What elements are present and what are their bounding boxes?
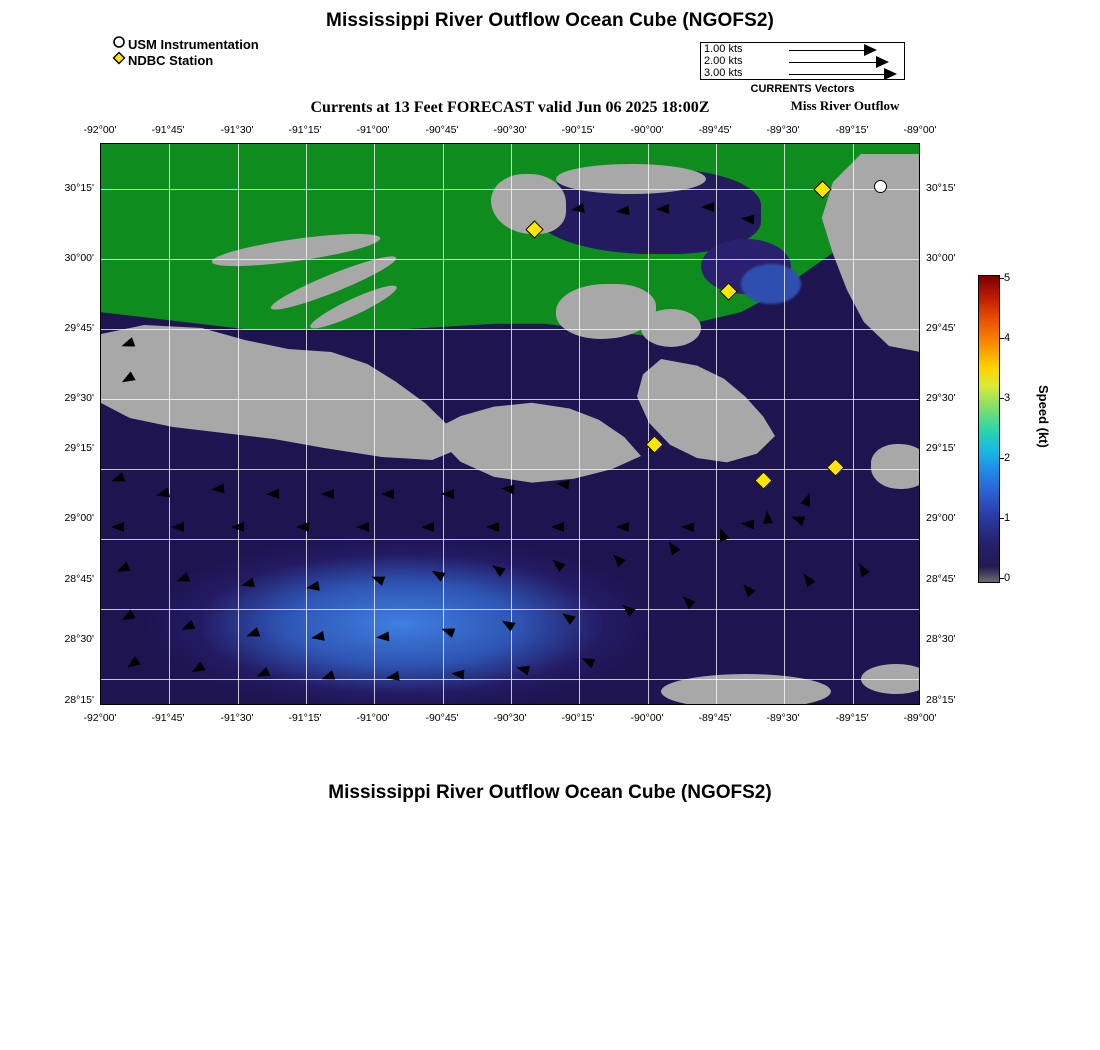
gridline-h-5 [101, 469, 919, 470]
current-arrow [555, 478, 569, 490]
legend-item-ndbc [110, 53, 259, 68]
colorbar-tick: 1 [1004, 512, 1011, 524]
ndbc-diamond-icon [110, 51, 128, 70]
axis-tick-bottom: -89°00' [903, 712, 937, 724]
axis-tick-top: -92°00' [83, 124, 117, 136]
axis-tick-bottom: -90°30' [493, 712, 527, 724]
page-title: Mississippi River Outflow Ocean Cube (NGOFS2) [326, 10, 774, 31]
land-southeast-point [871, 444, 920, 489]
current-arrow [501, 483, 515, 494]
gridline-v-3 [306, 144, 307, 704]
gridline-v-1 [169, 144, 170, 704]
axis-tick-top: -89°00' [903, 124, 937, 136]
axis-tick-bottom: -90°15' [561, 712, 595, 724]
current-arrow [376, 631, 390, 642]
axis-tick-right: 28°30' [926, 633, 956, 645]
axis-tick-top: -89°45' [698, 124, 732, 136]
axis-tick-top: -91°45' [151, 124, 185, 136]
gridline-h-8 [101, 679, 919, 680]
map-canvas[interactable] [100, 143, 920, 705]
gridline-h-3 [101, 329, 919, 330]
axis-tick-bottom: -91°15' [288, 712, 322, 724]
axis-tick-bottom: -91°45' [151, 712, 185, 724]
legend-item-ndbc-label: NDBC Station [128, 53, 214, 68]
colorbar-tick: 0 [1004, 572, 1011, 584]
vector-key-arrow-1 [864, 44, 877, 56]
colorbar-gradient [978, 275, 1000, 583]
current-arrow [321, 489, 334, 499]
current-arrow [266, 489, 279, 499]
axis-tick-right: 30°15' [926, 182, 956, 194]
gridline-h-4 [101, 399, 919, 400]
axis-tick-right: 28°45' [926, 573, 956, 585]
axis-tick-right: 30°00' [926, 252, 956, 264]
axis-tick-bottom: -89°30' [766, 712, 800, 724]
current-arrow [616, 522, 629, 532]
axis-tick-right: 28°15' [926, 694, 956, 706]
axis-tick-left: 28°30' [64, 633, 94, 645]
bottom-title: Mississippi River Outflow Ocean Cube (NGOFS2) [328, 782, 772, 803]
gridline-h-1 [101, 189, 919, 190]
legend-item-usm-label: USM Instrumentation [128, 37, 259, 52]
axis-tick-top: -89°30' [766, 124, 800, 136]
current-arrow [616, 205, 630, 216]
axis-tick-right: 29°30' [926, 392, 956, 404]
vector-key-line-2 [789, 62, 876, 63]
gridline-v-7 [579, 144, 580, 704]
current-arrow [381, 489, 394, 499]
current-arrow [296, 522, 309, 532]
axis-tick-bottom: -92°00' [83, 712, 117, 724]
current-arrow [762, 510, 773, 524]
outflow-label: Miss River Outflow [790, 98, 900, 113]
current-arrow [356, 522, 369, 532]
colorbar-tick: 2 [1004, 452, 1011, 464]
gridline-h-7 [101, 609, 919, 610]
axis-tick-top: -90°15' [561, 124, 595, 136]
colorbar-tick: 3 [1004, 392, 1011, 404]
current-arrow [656, 204, 669, 214]
vector-key-arrow-3 [884, 68, 897, 80]
usm-station-marker[interactable] [874, 180, 887, 193]
gridline-v-11 [853, 144, 854, 704]
vector-key-line-3 [789, 74, 884, 75]
current-arrow [551, 522, 564, 532]
axis-tick-right: 29°00' [926, 512, 956, 524]
gridline-h-2 [101, 259, 919, 260]
vector-scale-key [700, 42, 905, 80]
vector-key-arrow-2 [876, 56, 889, 68]
vector-key-label-2: 2.00 kts [704, 55, 743, 67]
axis-tick-top: -90°00' [630, 124, 664, 136]
vector-key-row-3 [701, 68, 906, 80]
current-arrow [486, 522, 499, 532]
colorbar-tick: 4 [1004, 332, 1011, 344]
axis-tick-top: -89°15' [835, 124, 869, 136]
axis-tick-left: 29°30' [64, 392, 94, 404]
current-arrow [741, 518, 755, 529]
gridline-v-5 [443, 144, 444, 704]
colorbar-tick: 5 [1004, 272, 1011, 284]
axis-tick-right: 29°15' [926, 442, 956, 454]
current-arrow [441, 489, 454, 499]
gridline-h-6 [101, 539, 919, 540]
vector-key-label-1: 1.00 kts [704, 43, 743, 55]
axis-tick-left: 30°00' [64, 252, 94, 264]
axis-tick-bottom: -90°00' [630, 712, 664, 724]
current-arrow [211, 483, 225, 494]
gridline-v-4 [374, 144, 375, 704]
axis-tick-left: 28°15' [64, 694, 94, 706]
axis-tick-right: 29°45' [926, 322, 956, 334]
current-arrow [741, 213, 755, 224]
land-island-marsh-c [641, 309, 701, 347]
current-arrow [171, 522, 184, 532]
axis-tick-top: -91°00' [356, 124, 390, 136]
axis-tick-left: 30°15' [64, 182, 94, 194]
vector-key-caption: CURRENTS Vectors [750, 83, 855, 95]
colorbar-title: Speed (kt) [1036, 385, 1051, 448]
axis-tick-top: -91°15' [288, 124, 322, 136]
axis-tick-bottom: -89°45' [698, 712, 732, 724]
gridline-v-2 [238, 144, 239, 704]
axis-tick-top: -91°30' [220, 124, 254, 136]
sound-water [741, 264, 801, 304]
axis-tick-left: 29°00' [64, 512, 94, 524]
axis-tick-bottom: -91°30' [220, 712, 254, 724]
current-arrow [421, 522, 434, 532]
current-arrow [451, 668, 465, 679]
axis-tick-bottom: -90°45' [425, 712, 459, 724]
gridline-v-10 [784, 144, 785, 704]
current-arrow [681, 522, 694, 532]
axis-tick-left: 29°15' [64, 442, 94, 454]
current-arrow [701, 202, 714, 212]
legend-item-usm [110, 37, 259, 52]
vector-key-label-3: 3.00 kts [704, 67, 743, 79]
gridline-v-8 [648, 144, 649, 704]
axis-tick-left: 28°45' [64, 573, 94, 585]
map-subtitle: Currents at 13 Feet FORECAST valid Jun 06 2025 18:00Z [310, 99, 710, 116]
axis-tick-bottom: -89°15' [835, 712, 869, 724]
axis-tick-top: -90°45' [425, 124, 459, 136]
map-legend [110, 37, 259, 69]
axis-tick-bottom: -91°00' [356, 712, 390, 724]
current-arrow [231, 522, 244, 532]
gridline-v-9 [716, 144, 717, 704]
axis-tick-left: 29°45' [64, 322, 94, 334]
current-arrow [111, 522, 124, 532]
axis-tick-top: -90°30' [493, 124, 527, 136]
vector-key-line-1 [789, 50, 864, 51]
